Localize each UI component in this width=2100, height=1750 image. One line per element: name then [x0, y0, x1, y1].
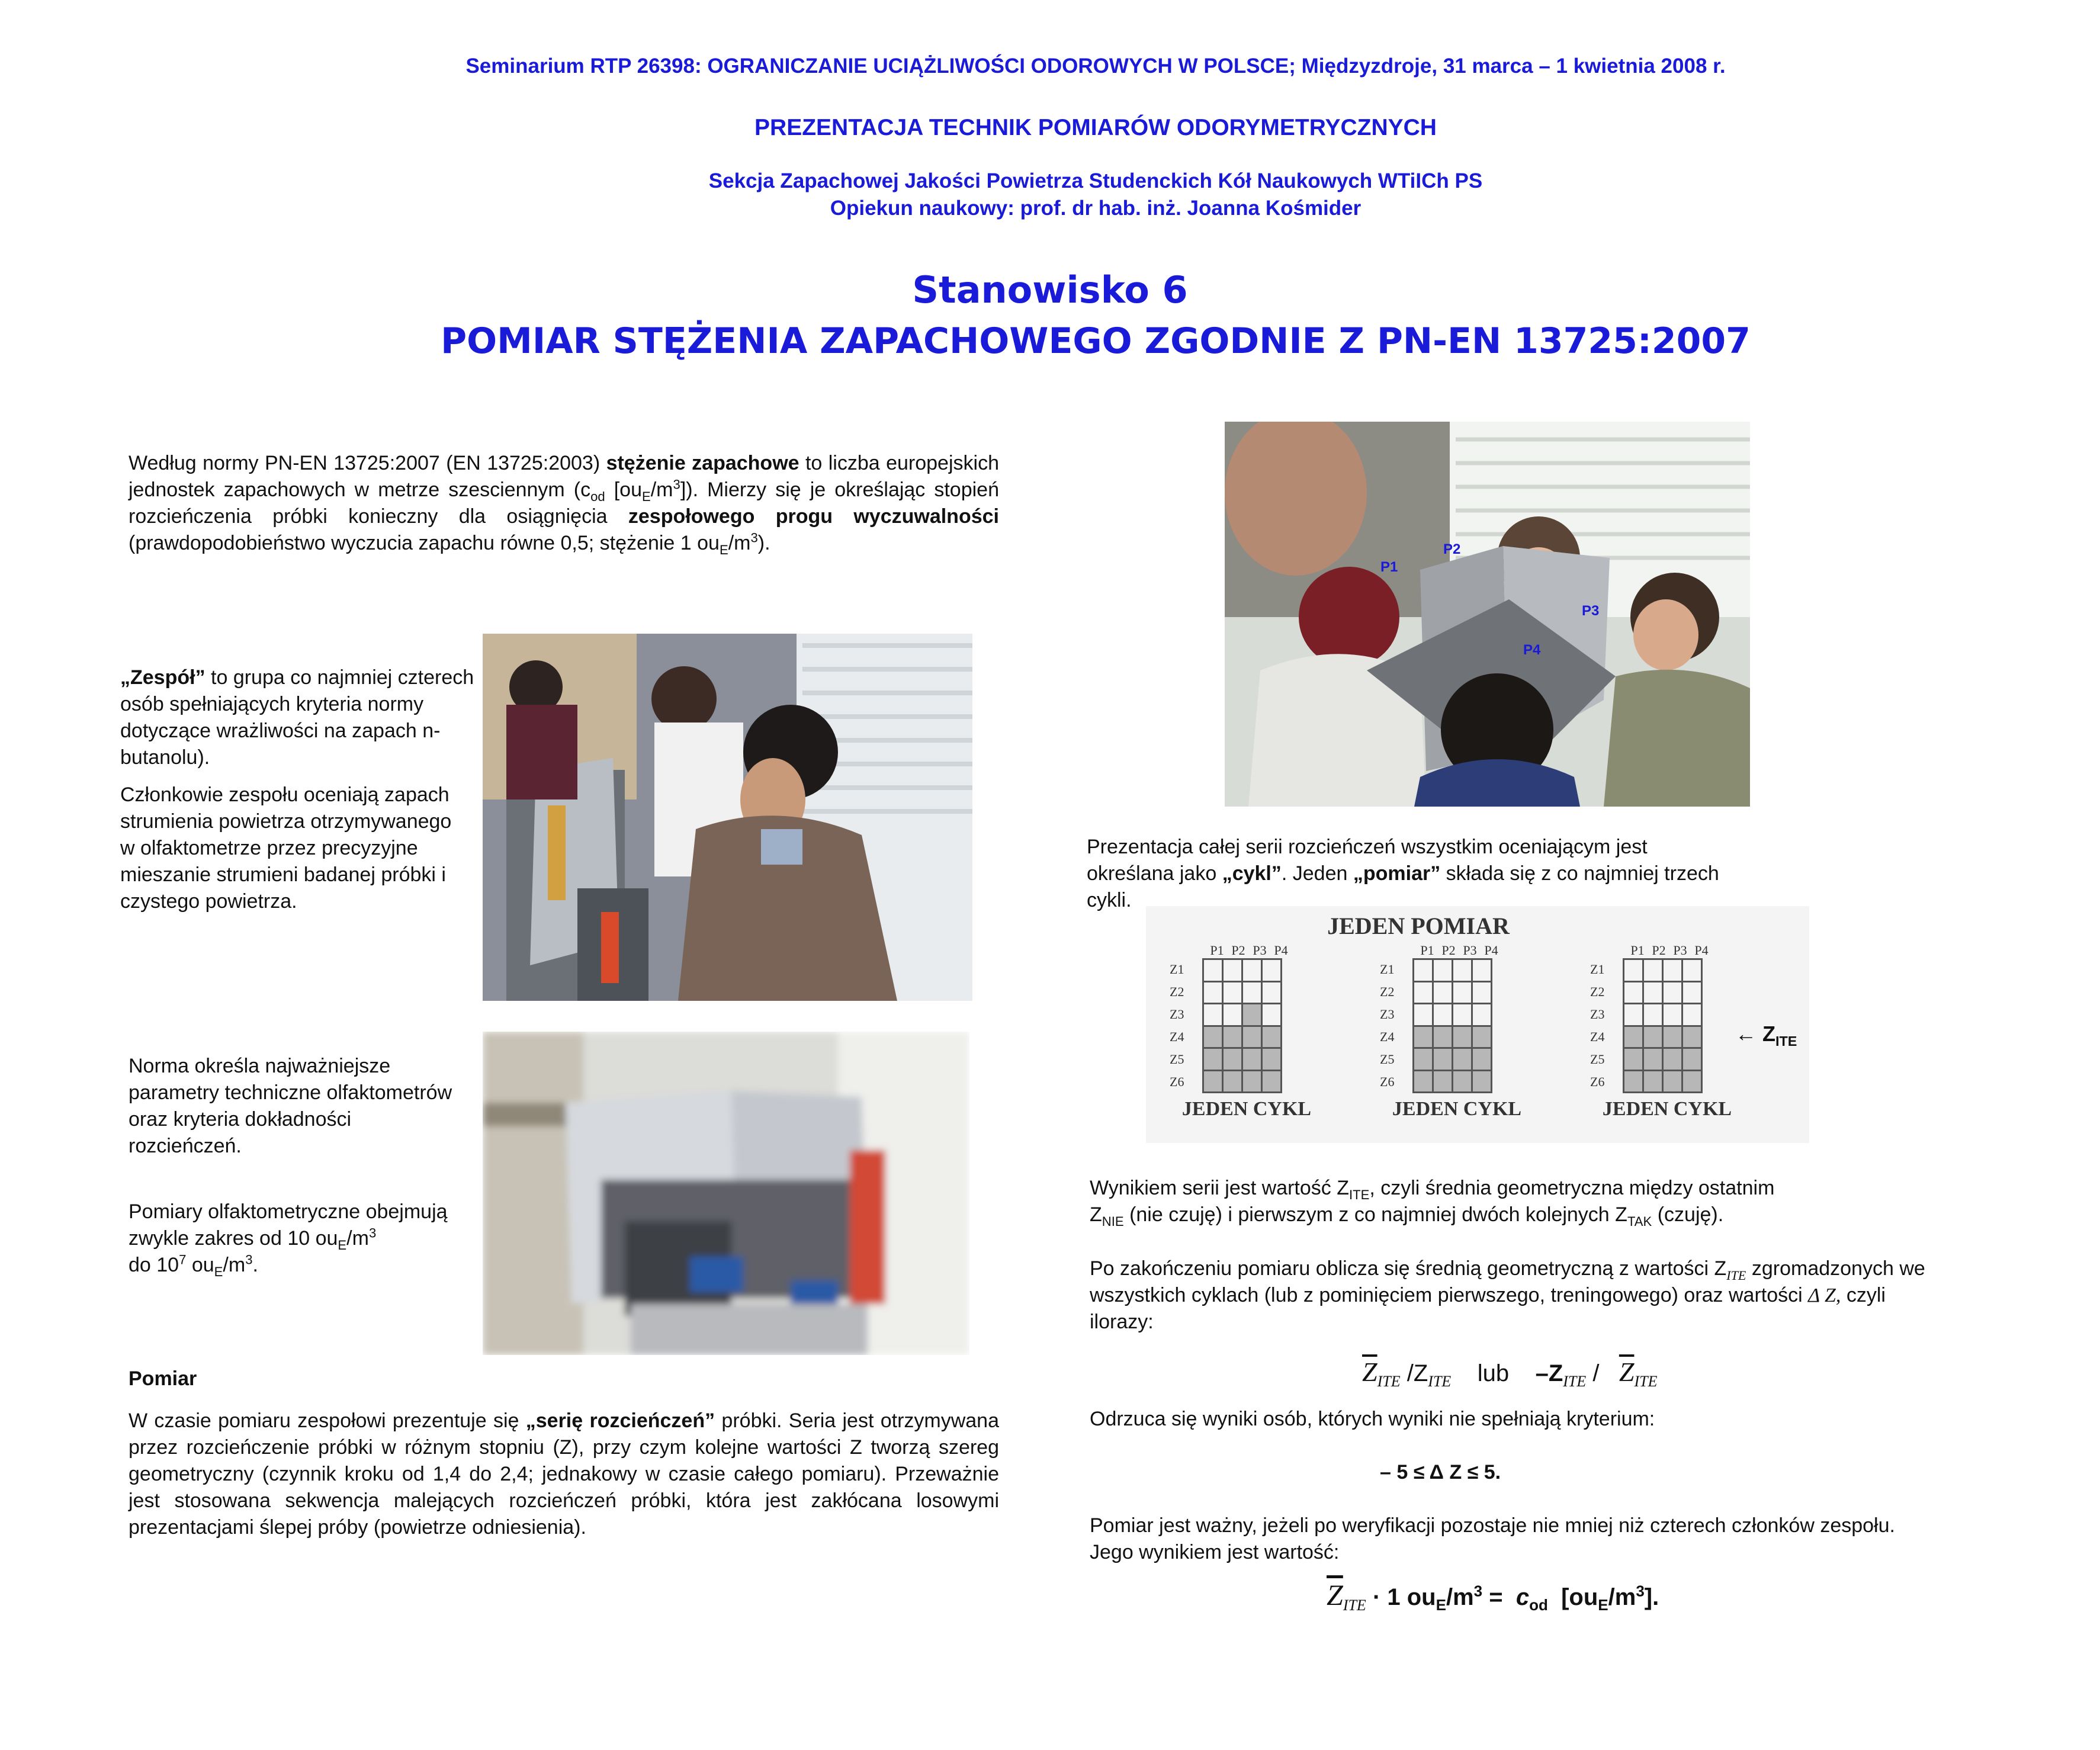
grid-cell: [1414, 1048, 1433, 1071]
row-label: Z2: [1170, 984, 1184, 999]
pomiar-heading: Pomiar: [129, 1367, 197, 1390]
grid-cell: [1203, 959, 1223, 982]
grid-cell: [1682, 959, 1702, 982]
rejection-text: Odrzuca się wyniki osób, których wyniki nie spełniają kryterium:: [1090, 1408, 1655, 1430]
column-header: P4: [1694, 943, 1709, 958]
olfactometer-booths-photo: [483, 1032, 969, 1355]
panelist-label-p4: P4: [1523, 642, 1541, 658]
grid-cell: [1433, 959, 1453, 982]
row-label: Z4: [1170, 1029, 1184, 1044]
row-label: Z4: [1380, 1029, 1395, 1044]
norm-paragraph: Norma określa najważniejsze parametry techniczne olfaktometrów oraz kryteria dokładności rozcieńczeń.: [129, 1055, 452, 1157]
grid-cell: [1242, 1070, 1262, 1093]
column-header: P4: [1484, 943, 1498, 958]
row-label: Z3: [1590, 1007, 1605, 1022]
after-measurement-paragraph: Po zakończeniu pomiaru oblicza się średnią geometryczną z wartości $Z_{ITE}$ zgromadzonych we wszystkich cyklach (lub z pominięciem pierwszego, treningowego) oraz wartości Δ Z, czyli ilorazy:: [1090, 1257, 1925, 1333]
seminar-header: Seminarium RTP 26398: OGRANICZANIE UCIĄŻLIWOŚCI ODOROWYCH W POLSCE; Międzyzdroje, 31 marca – 1 kwietnia 2008 r.: [465, 54, 1726, 78]
grid-cell: [1624, 1070, 1643, 1093]
olfactometer-team-photo: [483, 634, 972, 1001]
grid-cell: [1414, 959, 1433, 982]
grid-cell: [1203, 1048, 1223, 1071]
grid-cell: [1643, 1004, 1663, 1026]
measurement-diagram: [1146, 906, 1809, 1143]
grid-cell: [1663, 1070, 1682, 1093]
grid-cell: [1624, 1048, 1643, 1071]
row-label: Z1: [1170, 962, 1184, 977]
grid-cell: [1223, 1026, 1242, 1048]
grid-cell: [1203, 1004, 1223, 1026]
grid-cell: [1433, 1070, 1453, 1093]
grid-cell: [1624, 959, 1643, 982]
grid-cell: [1262, 1004, 1282, 1026]
row-label: Z6: [1380, 1074, 1395, 1089]
grid-cell: [1643, 1048, 1663, 1071]
grid-cell: [1203, 981, 1223, 1004]
panelist-label-p1: P1: [1380, 559, 1398, 575]
norm-range-paragraph: Pomiary olfaktometryczne obejmują zwykle zakres od 10 $ou_E/m^3$ do $10^7$ $ou_E/m^3$.: [129, 1200, 448, 1279]
cycle-label: JEDEN CYKL: [1392, 1098, 1522, 1120]
column-header: P1: [1630, 943, 1645, 958]
grid-cell: [1433, 1048, 1453, 1071]
grid-cell: [1414, 981, 1433, 1004]
grid-cell: [1414, 1004, 1433, 1026]
column-header: P3: [1463, 943, 1477, 958]
grid-cell: [1203, 1070, 1223, 1093]
grid-cell: [1262, 981, 1282, 1004]
grid-cell: [1453, 981, 1472, 1004]
cycle-paragraph: Prezentacja całej serii rozcieńczeń wszystkim oceniającym jest określana jako „cykl”. Jeden „pomiar” składa się z co najmniej trzech cykli.: [1087, 836, 1719, 911]
grid-cell: [1624, 981, 1643, 1004]
grid-cell: [1472, 1026, 1492, 1048]
final-result-formula: $\overline{Z}_{ITE} \cdot 1$ $ou_E/m^3 = c_{od}$ $[ou_E/m^3]$.: [1327, 1578, 1659, 1614]
grid-cell: [1262, 1070, 1282, 1093]
advisor-name: Opiekun naukowy: prof. dr hab. inż. Joanna Kośmider: [830, 197, 1362, 220]
column-header: P3: [1673, 943, 1687, 958]
row-label: Z3: [1380, 1007, 1395, 1022]
cycle-grid: [1380, 943, 1534, 1120]
grid-cell: [1472, 1070, 1492, 1093]
grid-cell: [1414, 1070, 1433, 1093]
grid-cell: [1414, 1026, 1433, 1048]
row-label: Z5: [1170, 1052, 1184, 1067]
pomiar-paragraph: W czasie pomiaru zespołowi prezentuje się „serię rozcieńczeń” próbki. Seria jest otrzymywana przez rozcieńczenie próbki w różnym stopniu (Z), przy czym kolejne wartości Z tworzą szereg geometryczny (czynnik kroku od 1,4 do 2,4; jednakowy w czasie całego pomiaru). Przeważnie jest stosowana sekwencja malejących rozcieńczeń próbki, która jest zakłócana losowymi prezentacjami ślepej próby (powietrze odniesienia).: [129, 1409, 999, 1539]
grid-cell: [1242, 959, 1262, 982]
row-label: Z6: [1590, 1074, 1605, 1089]
team-paragraph: „Zespół” to grupa co najmniej czterech osób spełniających kryteria normy dotyczące wrażliwości na zapach n-butanolu).: [120, 666, 474, 769]
presentation-header: PREZENTACJA TECHNIK POMIARÓW ODORYMETRYCZNYCH: [754, 115, 1437, 140]
grid-cell: [1663, 1026, 1682, 1048]
column-header: P1: [1210, 943, 1224, 958]
grid-cell: [1453, 1048, 1472, 1071]
grid-cell: [1663, 959, 1682, 982]
grid-cell: [1643, 1070, 1663, 1093]
grid-cell: [1262, 1048, 1282, 1071]
grid-cell: [1682, 981, 1702, 1004]
grid-cell: [1682, 1004, 1702, 1026]
column-header: P3: [1253, 943, 1267, 958]
grid-cell: [1643, 1026, 1663, 1048]
grid-cell: [1203, 1026, 1223, 1048]
panelist-label-p2: P2: [1443, 541, 1461, 557]
grid-cell: [1242, 1048, 1262, 1071]
row-label: Z1: [1380, 962, 1395, 977]
grid-cell: [1624, 1004, 1643, 1026]
grid-cell: [1242, 1026, 1262, 1048]
grid-cell: [1223, 1004, 1242, 1026]
cycle-grid: [1590, 943, 1744, 1120]
panelist-label-p3: P3: [1582, 603, 1600, 619]
validity-paragraph: Pomiar jest ważny, jeżeli po weryfikacji pozostaje nie mniej niż czterech członków zespołu. Jego wynikiem jest wartość:: [1090, 1514, 1895, 1563]
grid-cell: [1453, 1070, 1472, 1093]
grid-cell: [1223, 1048, 1242, 1071]
zite-arrow-label: ← $Z_{ITE}$: [1735, 1022, 1797, 1049]
row-label: Z6: [1170, 1074, 1184, 1089]
grid-cell: [1223, 959, 1242, 982]
grid-cell: [1433, 981, 1453, 1004]
grid-cell: [1453, 959, 1472, 982]
row-label: Z4: [1590, 1029, 1605, 1044]
column-header: P4: [1274, 943, 1288, 958]
row-label: Z1: [1590, 962, 1605, 977]
row-label: Z2: [1380, 984, 1395, 999]
station-title: Stanowisko 6: [912, 268, 1188, 312]
cycle-grid: [1170, 943, 1324, 1120]
panelists-photo: [1225, 422, 1750, 807]
grid-cell: [1472, 981, 1492, 1004]
row-label: Z5: [1590, 1052, 1605, 1067]
grid-cell: [1472, 959, 1492, 982]
row-label: Z5: [1380, 1052, 1395, 1067]
column-header: P2: [1441, 943, 1456, 958]
grid-cell: [1223, 981, 1242, 1004]
section-name: Sekcja Zapachowej Jakości Powietrza Studenckich Kół Naukowych WTiICh PS: [708, 169, 1483, 192]
row-label: Z3: [1170, 1007, 1184, 1022]
grid-cell: [1242, 981, 1262, 1004]
grid-cell: [1262, 959, 1282, 982]
grid-cell: [1453, 1026, 1472, 1048]
grid-cell: [1262, 1026, 1282, 1048]
grid-cell: [1663, 1048, 1682, 1071]
column-header: P2: [1652, 943, 1666, 958]
grid-cell: [1624, 1026, 1643, 1048]
cycle-label: JEDEN CYKL: [1602, 1098, 1732, 1120]
grid-cell: [1433, 1004, 1453, 1026]
grid-cell: [1643, 959, 1663, 982]
grid-cell: [1453, 1004, 1472, 1026]
intro-paragraph: Według normy PN-EN 13725:2007 (EN 13725:2003) stężenie zapachowe to liczba europejskich jednostek zapachowych w metrze szesciennym ($c_{od}$ $[ou_E/m^3]$). Mierzy się je określając stopień rozcieńczenia próbki konieczny dla osiągnięcia zespołowego progu wyczuwalności (prawdopodobieństwo wyczucia zapachu równe 0,5; stężenie 1 $ou_E/m^3$).: [129, 452, 999, 557]
diagram-title: JEDEN POMIAR: [1327, 913, 1510, 939]
row-label: Z2: [1590, 984, 1605, 999]
rejection-criterion: – 5 ≤ Δ Z ≤ 5.: [1380, 1461, 1501, 1484]
grid-cell: [1223, 1070, 1242, 1093]
column-header: P1: [1420, 943, 1434, 958]
grid-cell: [1663, 981, 1682, 1004]
result-paragraph: Wynikiem serii jest wartość $Z_{ITE}$, czyli średnia geometryczna między ostatnim $Z_{NIE}$ (nie czuję) i pierwszym z co najmniej dwóch kolejnych $Z_{TAK}$ (czuję).: [1090, 1177, 1775, 1229]
grid-cell: [1682, 1070, 1702, 1093]
column-header: P2: [1231, 943, 1245, 958]
grid-cell: [1643, 981, 1663, 1004]
ratio-formula: $\overline{Z}_{ITE}$ $/Z_{ITE}$ lub $-Z_{ITE}$ / $\overline{Z}_{ITE}$: [1362, 1357, 1658, 1390]
team-members-paragraph: Członkowie zespołu oceniają zapach strumienia powietrza otrzymywanego w olfaktometrze przez precyzyjne mieszanie strumieni badanej próbki i czystego powietrza.: [120, 784, 452, 913]
grid-cell: [1663, 1004, 1682, 1026]
grid-cell: [1472, 1048, 1492, 1071]
grid-cell: [1682, 1048, 1702, 1071]
grid-cell: [1472, 1004, 1492, 1026]
page-title: POMIAR STĘŻENIA ZAPACHOWEGO ZGODNIE Z PN-EN 13725:2007: [441, 320, 1751, 362]
cycle-label: JEDEN CYKL: [1181, 1098, 1312, 1120]
grid-cell: [1242, 1004, 1262, 1026]
grid-cell: [1682, 1026, 1702, 1048]
grid-cell: [1433, 1026, 1453, 1048]
